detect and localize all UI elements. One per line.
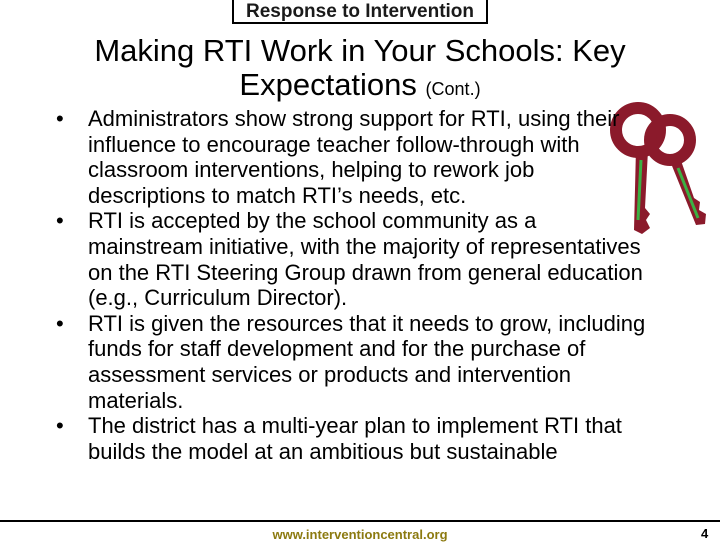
title-main: Making RTI Work in Your Schools: Key Expectations [94, 33, 626, 102]
bullet-item [56, 413, 676, 464]
bullet-dot: • [56, 106, 64, 131]
bullet-text: RTI is given the resources that it needs to grow, including funds for staff development and for the purchase of assessment services or products and intervention materials. [88, 310, 646, 413]
title-suffix: (Cont.) [425, 79, 481, 99]
bullet-dot: • [56, 208, 64, 234]
bullet-item [56, 106, 676, 208]
bullet-text: RTI is accepted by the school community as a mainstream initiative, with the majority of representatives on the RTI Steering Group drawn from general education (e.g., Curriculum Director). [88, 208, 643, 311]
bullet-text: The district has a multi-year plan to implement RTI that builds the model at an ambitious but sustainable [88, 413, 622, 464]
bullet-item [56, 311, 676, 413]
bullet-item [56, 208, 676, 310]
slide-title [40, 34, 680, 106]
bullet-dot: • [56, 310, 64, 336]
bullet-list [56, 106, 676, 464]
bullet-dot: • [56, 413, 64, 439]
footer-url: www.interventioncentral.org [272, 527, 448, 542]
bullet-text: Administrators show strong support for RTI, using their influence to encourage teacher follow-through with classroom interventions, helping to rework job descriptions to match RTI’s needs, etc. [88, 106, 620, 208]
header-label: Response to Intervention [245, 1, 475, 22]
header-bar [232, 0, 488, 24]
footer-divider [0, 520, 720, 522]
page-number: 4 [701, 526, 709, 541]
